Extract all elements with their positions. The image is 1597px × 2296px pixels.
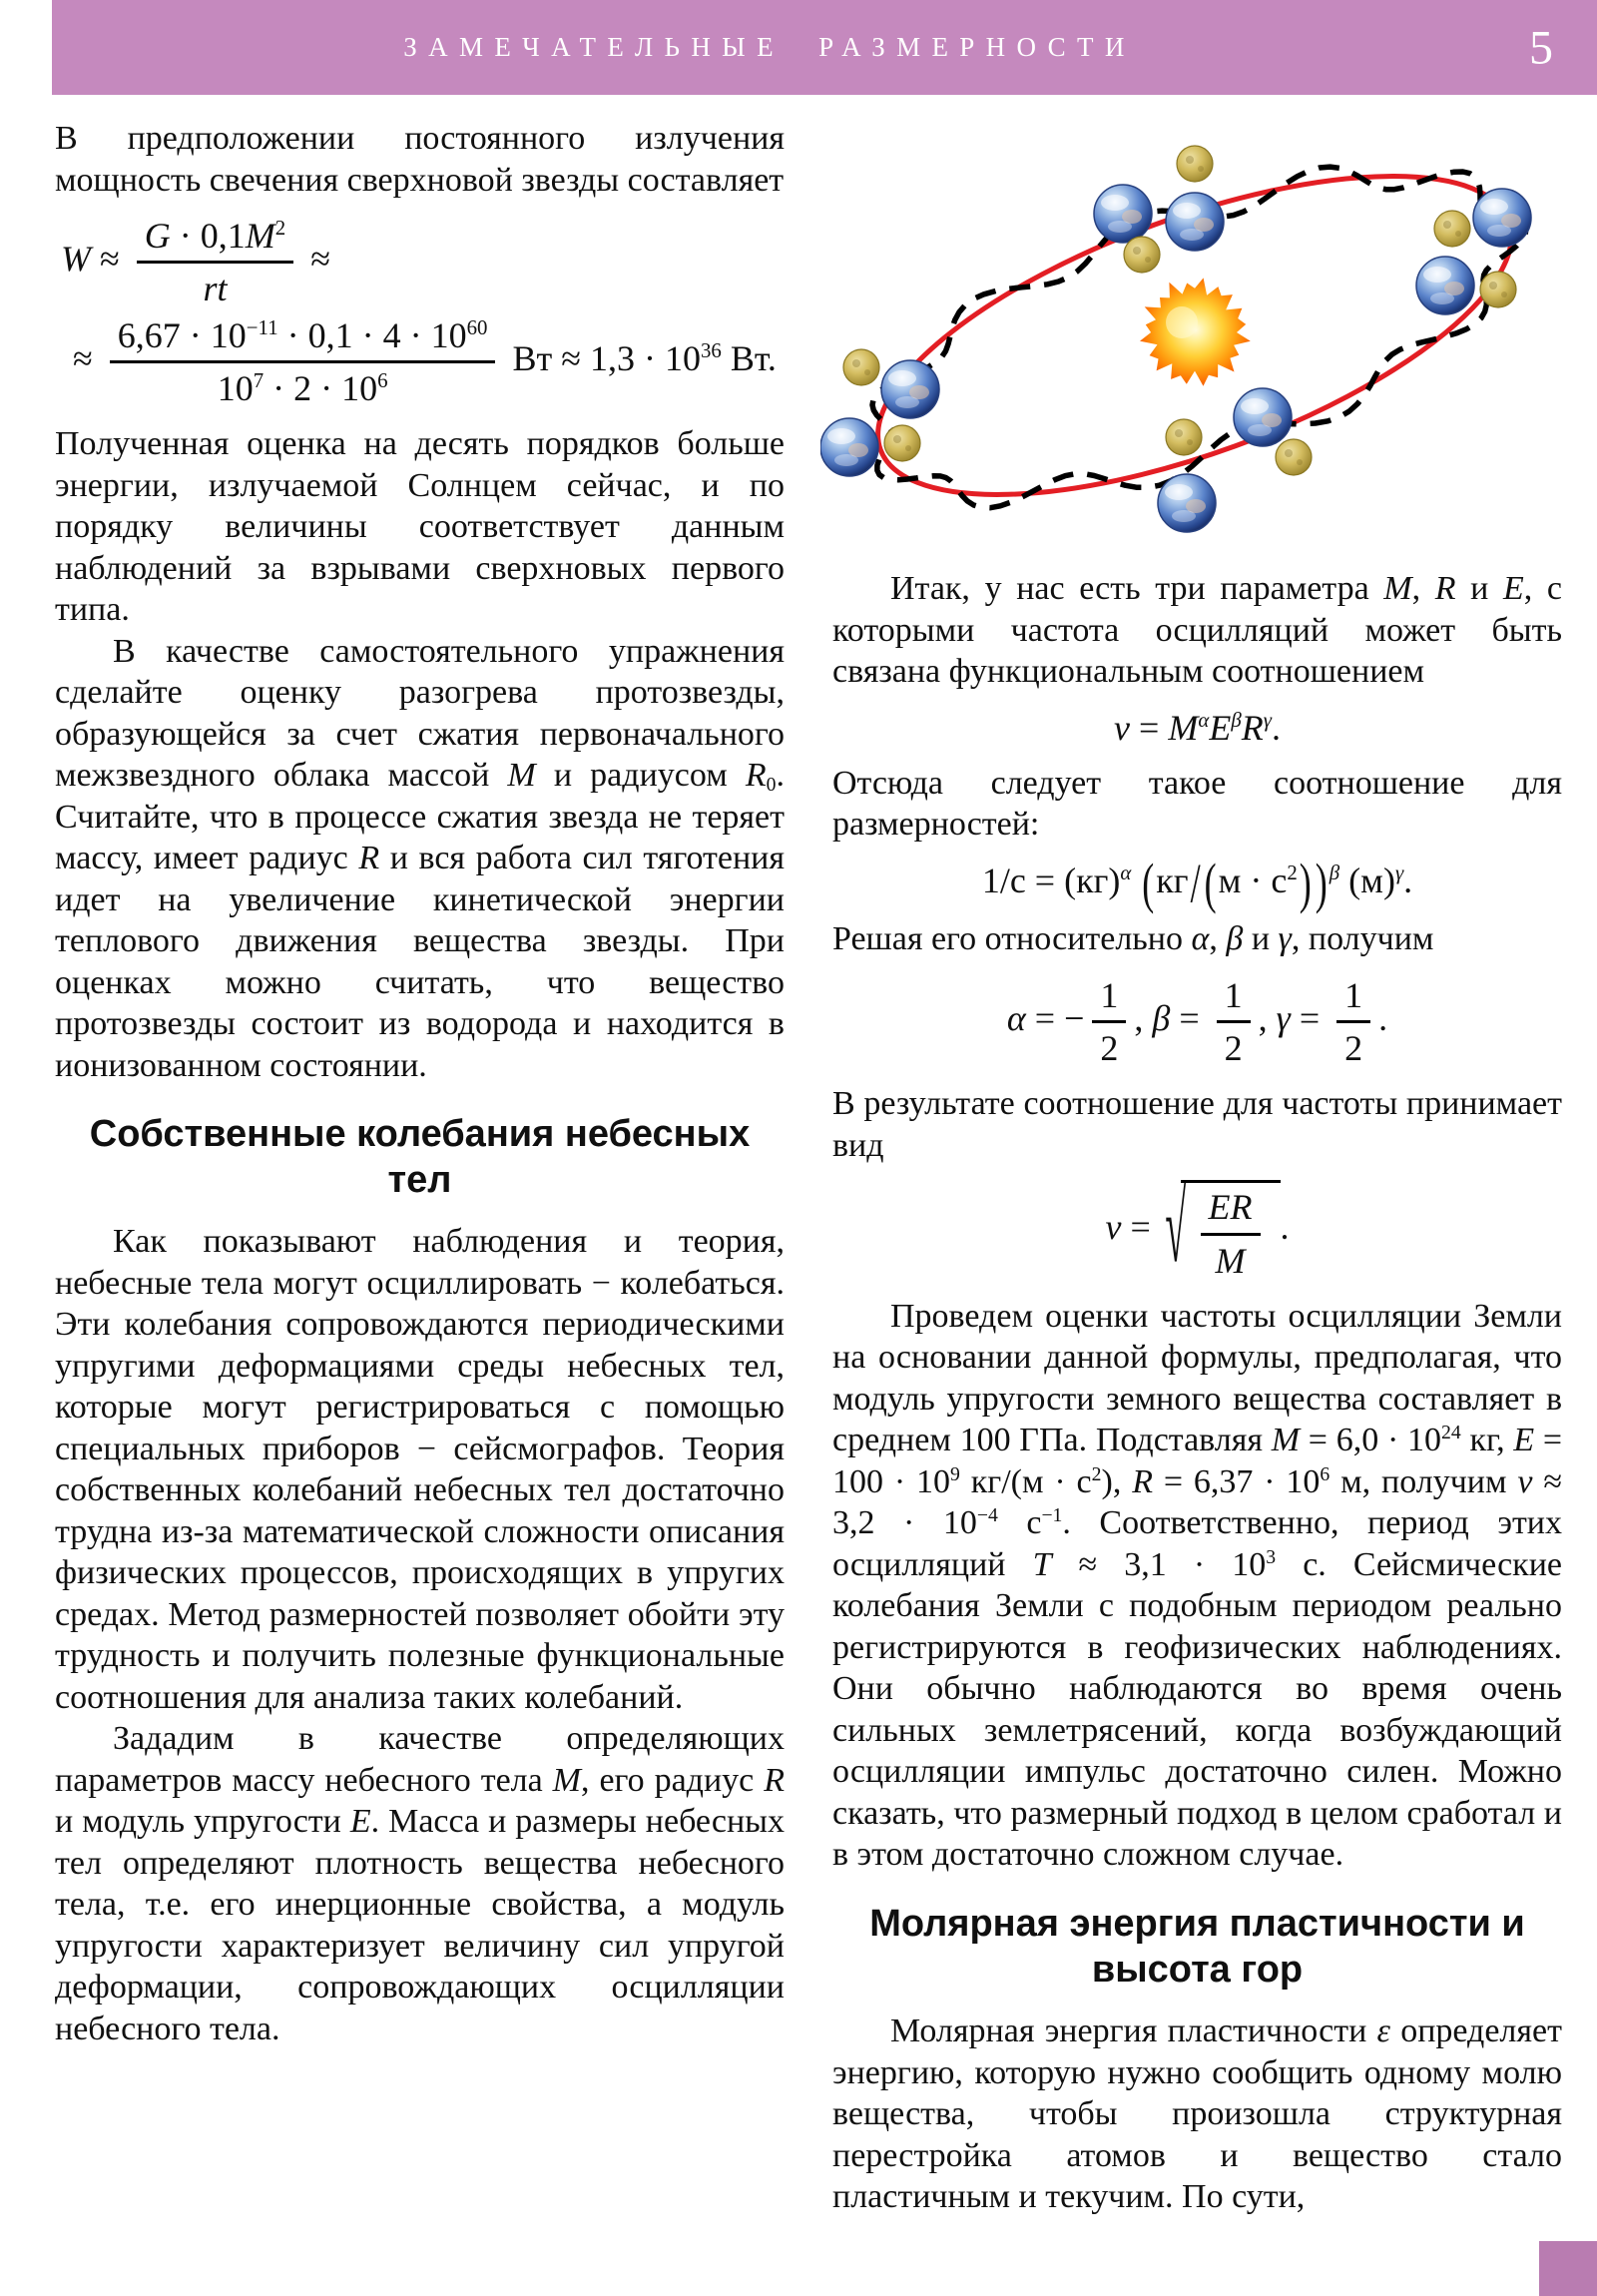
moon-icon [1124, 237, 1160, 273]
earth-icon [820, 418, 878, 476]
moon-icon [1166, 419, 1202, 455]
chapter-title: ЗАМЕЧАТЕЛЬНЫЕ РАЗМЕРНОСТИ [403, 32, 1136, 62]
earth-icon [1094, 185, 1152, 243]
orbit-illustration-svg [820, 118, 1564, 562]
formula-dimensions: 1/с = (кг)$^\alpha$ (кг/ $(м \cdot с^2)$ )$^\beta$ $(м)^\gamma$. [981, 853, 1413, 915]
earth-icon [1234, 388, 1292, 446]
corner-decoration [1539, 2241, 1597, 2296]
moon-icon [1276, 439, 1312, 475]
earth-icon [1158, 474, 1216, 532]
earth-icon [1166, 193, 1224, 251]
section-heading-molar-energy: Молярная энергия пластичности и высота гор [869, 1902, 1525, 1991]
paragraph: Зададим в качестве определяющих параметров массу небесного тела M, его радиус R и модуль упругости E. Масса и размеры небесных тел определяют плотность вещества небесного тела, т.е. его инерционные свойства, а модуль упругости характеризует величину сил упругой деформации, сопровождающих осцилляции небесного тела. [55, 1720, 785, 2047]
right-column [832, 118, 1562, 2218]
formula-frequency-result: ν = √ $\frac{ER}{M}$ . [1105, 1173, 1290, 1284]
paragraph: В предположении постоянного излучения мощность свечения сверхновой звезды составляет [55, 120, 785, 199]
moon-icon [1177, 146, 1213, 182]
moon-icon [843, 349, 879, 385]
formula-line: W ≈ $\frac{G \cdot 0,1M^2}{rt}$ ≈ [61, 216, 330, 309]
formula-supernova-power [55, 215, 785, 409]
paragraph: Итак, у нас есть три параметра M, R и E, с которыми частота осцилляций может быть связана функциональным соотношением [832, 570, 1563, 690]
earth-icon [1416, 257, 1474, 314]
paragraph: В результате соотношение для частоты принимает вид [832, 1085, 1562, 1164]
paragraph: Отсюда следует такое соотношение для размерностей: [832, 764, 1562, 843]
paragraph: Проведем оценки частоты осцилляции Земли на основании данной формулы, предполагая, что модуль упругости земного вещества составляет в среднем 100 ГПа. Подставляя $M = 6,0 \cdot 10^{24}$ кг, $E = 100 \cdot 10^9$ $кг/(м \cdot с^2)$, $R = 6,37 \cdot 10^6$ м, получим $\nu \approx 3,2 \cdot 10^{-4}$ $с^{-1}$. Соответственно, период этих осцилляций $T \approx 3,1 \cdot 10^3$ с. Сейсмические колебания Земли с подобным периодом реально регистрируются в геофизических наблюдениях. Они обычно наблюдаются во время очень сильных землетрясений, когда возбуждающий осцилляции импульс достаточно силен. Можно сказать, что размерный подход в целом сработал и в этом достаточно сложном случае. [832, 1297, 1563, 1874]
two-column-layout [55, 118, 1562, 2218]
page-header [52, 0, 1597, 95]
formula-frequency-relation: $\nu = M^\alpha E^\beta R^\gamma$. [1114, 707, 1281, 748]
paragraph: Как показывают наблюдения и теория, небесные тела могут осциллировать − колебаться. Эти колебания сопровождаются периодическими упругими деформациями среды небесных тел, которые могут регистрироваться с помощью специальных приборов − сейсмографов. Теория собственных колебаний небесных тел достаточно трудна из-за математической сложности описания физических процессов, происходящих в упругих средах. Метод размерностей позволяет обойти эту трудность и получить полезные функциональные соотношения для анализа таких колебаний. [55, 1223, 785, 1716]
formula-exponents: α = − $\frac{1}{2}$ , β = $\frac{1}{2}$ , γ = $\frac{1}{2}$ . [1006, 974, 1388, 1069]
moon-icon [1434, 211, 1470, 247]
orbit-illustration [820, 118, 1564, 562]
paragraph: Полученная оценка на десять порядков больше энергии, излучаемой Солнцем сейчас, и по порядку величины соответствует данным наблюдений за взрывами сверхновых первого типа. [55, 425, 785, 629]
sun-icon [1140, 278, 1251, 385]
left-column [55, 118, 785, 2218]
paragraph: Решая его относительно α, β и γ, получим [832, 920, 1434, 958]
page-number: 5 [1529, 21, 1553, 74]
earth-icon [881, 360, 939, 418]
section-heading-oscillations: Собственные колебания небесных тел [89, 1113, 751, 1201]
paragraph: Молярная энергия пластичности ε определяет энергию, которую нужно сообщить одному молю вещества, чтобы произошла структурная перестройка атомов и вещество стало пластичным и текучим. По сути, [832, 2012, 1562, 2216]
moon-icon [884, 425, 920, 461]
moon-icon [1480, 272, 1516, 307]
paragraph: В качестве самостоятельного упражнения сделайте оценку разогрева протозвезды, образующейся за счет сжатия первоначального межзвездного облака массой M и радиусом R0. Считайте, что в процессе сжатия звезда не теряет массу, имеет радиус R и вся работа сил тяготения идет на увеличение кинетической энергии теплового движения вещества звезды. При оценках можно считать, что вещество протозвезды состоит из водорода и находится в ионизованном состоянии. [55, 632, 785, 1084]
sun-highlight [1166, 306, 1198, 338]
earth-icon [1473, 189, 1531, 247]
formula-line: ≈ $\frac{6,67 \cdot 10^{-11} \cdot 0,1 \cdot 4 \cdot 10^{60}}{10^7 \cdot 2 \cdot 10^6}$ Вт ≈ $1,3 \cdot 10^{36}$ Вт. [73, 314, 777, 408]
